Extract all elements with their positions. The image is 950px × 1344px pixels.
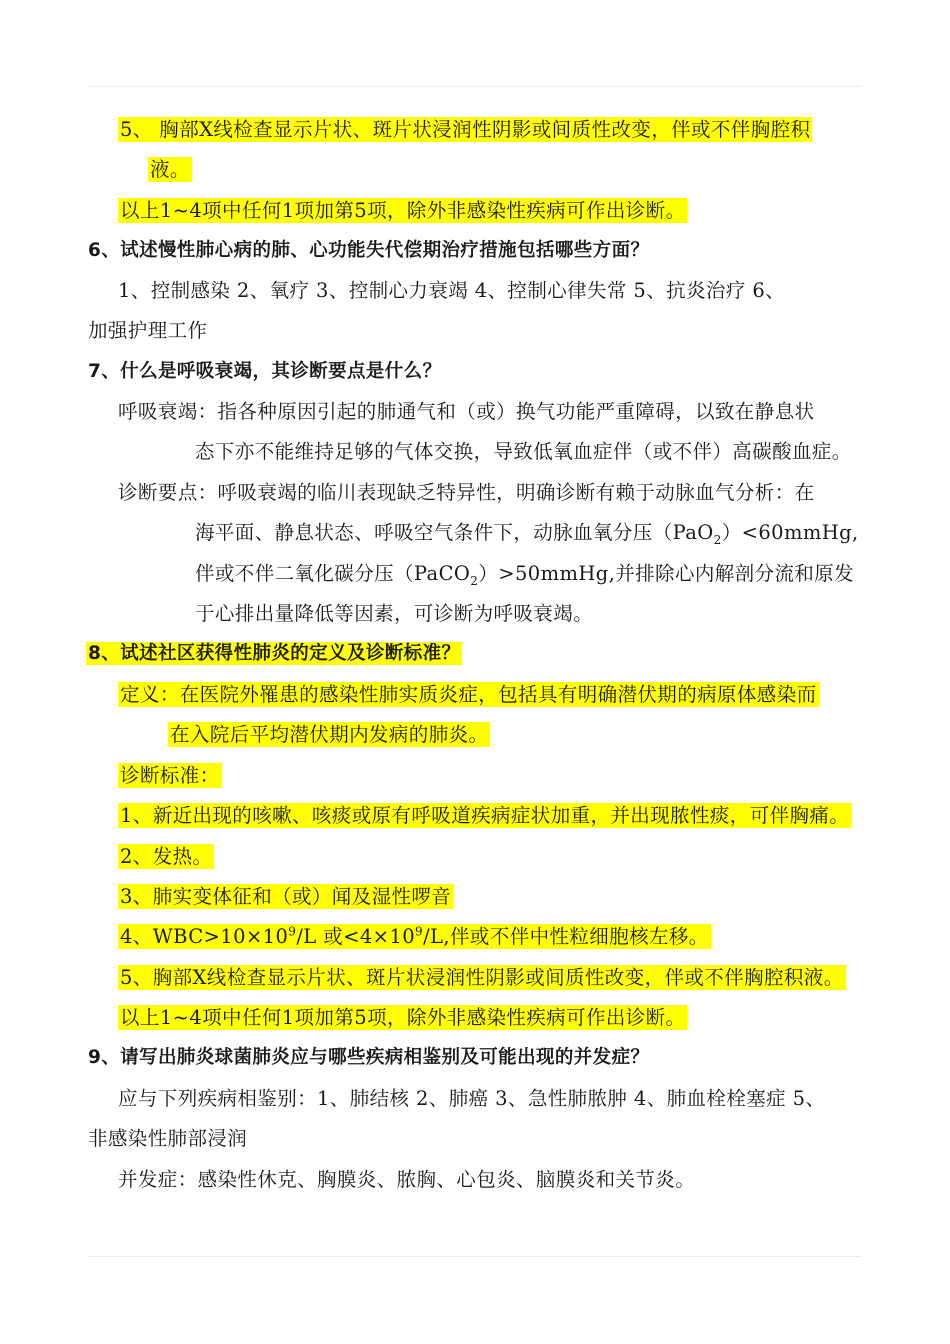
q8-def-line1: 定义：在医院外罹患的感染性肺实质炎症，包括具有明确潜伏期的病原体感染而 [120,683,817,706]
q6-answer-line2: 加强护理工作 [88,319,208,342]
q7-diag-line4: 于心排出量降低等因素，可诊断为呼吸衰竭。 [195,602,594,625]
q8-criterion-5: 5、胸部X线检查显示片状、斑片状浸润性阴影或间质性改变，伴或不伴胸腔积液。 [120,966,844,989]
q8-criterion-2: 2、发热。 [120,845,213,868]
q7-diag-line2: 海平面、静息状态、呼吸空气条件下，动脉血氧分压（PaO$_2$）<60mmHg, [195,521,859,547]
q9-complications: 并发症：感染性休克、胸膜炎、脓胸、心包炎、脑膜炎和关节炎。 [118,1168,696,1191]
q7-def-line2: 态下亦不能维持足够的气体交换，导致低氧血症伴（或不伴）高碳酸血症。 [195,440,852,463]
q9-diff-line1: 应与下列疾病相鉴别：1、肺结核 2、肺癌 3、急性肺脓肿 4、肺血栓栓塞症 5、 [118,1087,826,1110]
q7-diag-line1: 诊断要点：呼吸衰竭的临川表现缺乏特异性，明确诊断有赖于动脉血气分析：在 [118,481,815,504]
top-item5-line2: 液。 [150,158,190,181]
q8-criterion-4: 4、$WBC>10\times 10^9/L$ 或$<4\times 10^9/L$,伴或不伴中性粒细胞核左移。 [120,924,709,948]
top-item5-line1: 5、 胸部X线检查显示片状、斑片状浸润性阴影或间质性改变，伴或不伴胸腔积 [120,118,811,141]
question-7-title: 7、什么是呼吸衰竭，其诊断要点是什么？ [88,361,442,382]
q8-criterion-3: 3、肺实变体征和（或）闻及湿性啰音 [120,885,452,908]
q6-answer-line1: 1、控制感染 2、氧疗 3、控制心力衰竭 4、控制心律失常 5、抗炎治疗 6、 [118,279,786,302]
q7-diag-line3: 伴或不伴二氧化碳分压（PaCO$_2$）>50mmHg,并排除心内解剖分流和原发 [195,562,855,588]
q8-criteria-label: 诊断标准： [120,764,220,787]
q8-conclusion: 以上1~4项中任何1项加第5项，除外非感染性疾病可作出诊断。 [120,1006,686,1029]
q8-criterion-1: 1、新近出现的咳嗽、咳痰或原有呼吸道疾病症状加重，并出现脓性痰，可伴胸痛。 [120,804,850,827]
question-9-title: 9、请写出肺炎球菌肺炎应与哪些疾病相鉴别及可能出现的并发症？ [88,1047,650,1068]
question-8-title: 8、试述社区获得性肺炎的定义及诊断标准？ [88,643,461,664]
question-6-title: 6、试述慢性肺心病的肺、心功能失代偿期治疗措施包括哪些方面？ [88,240,650,261]
header-rule [88,86,862,87]
footer-rule [88,1256,862,1257]
q9-diff-line2: 非感染性肺部浸润 [88,1127,248,1150]
q8-def-line2: 在入院后平均潜伏期内发病的肺炎。 [170,723,489,746]
top-conclusion: 以上1~4项中任何1项加第5项，除外非感染性疾病可作出诊断。 [120,199,686,222]
q7-def-line1: 呼吸衰竭：指各种原因引起的肺通气和（或）换气功能严重障碍，以致在静息状 [118,400,815,423]
